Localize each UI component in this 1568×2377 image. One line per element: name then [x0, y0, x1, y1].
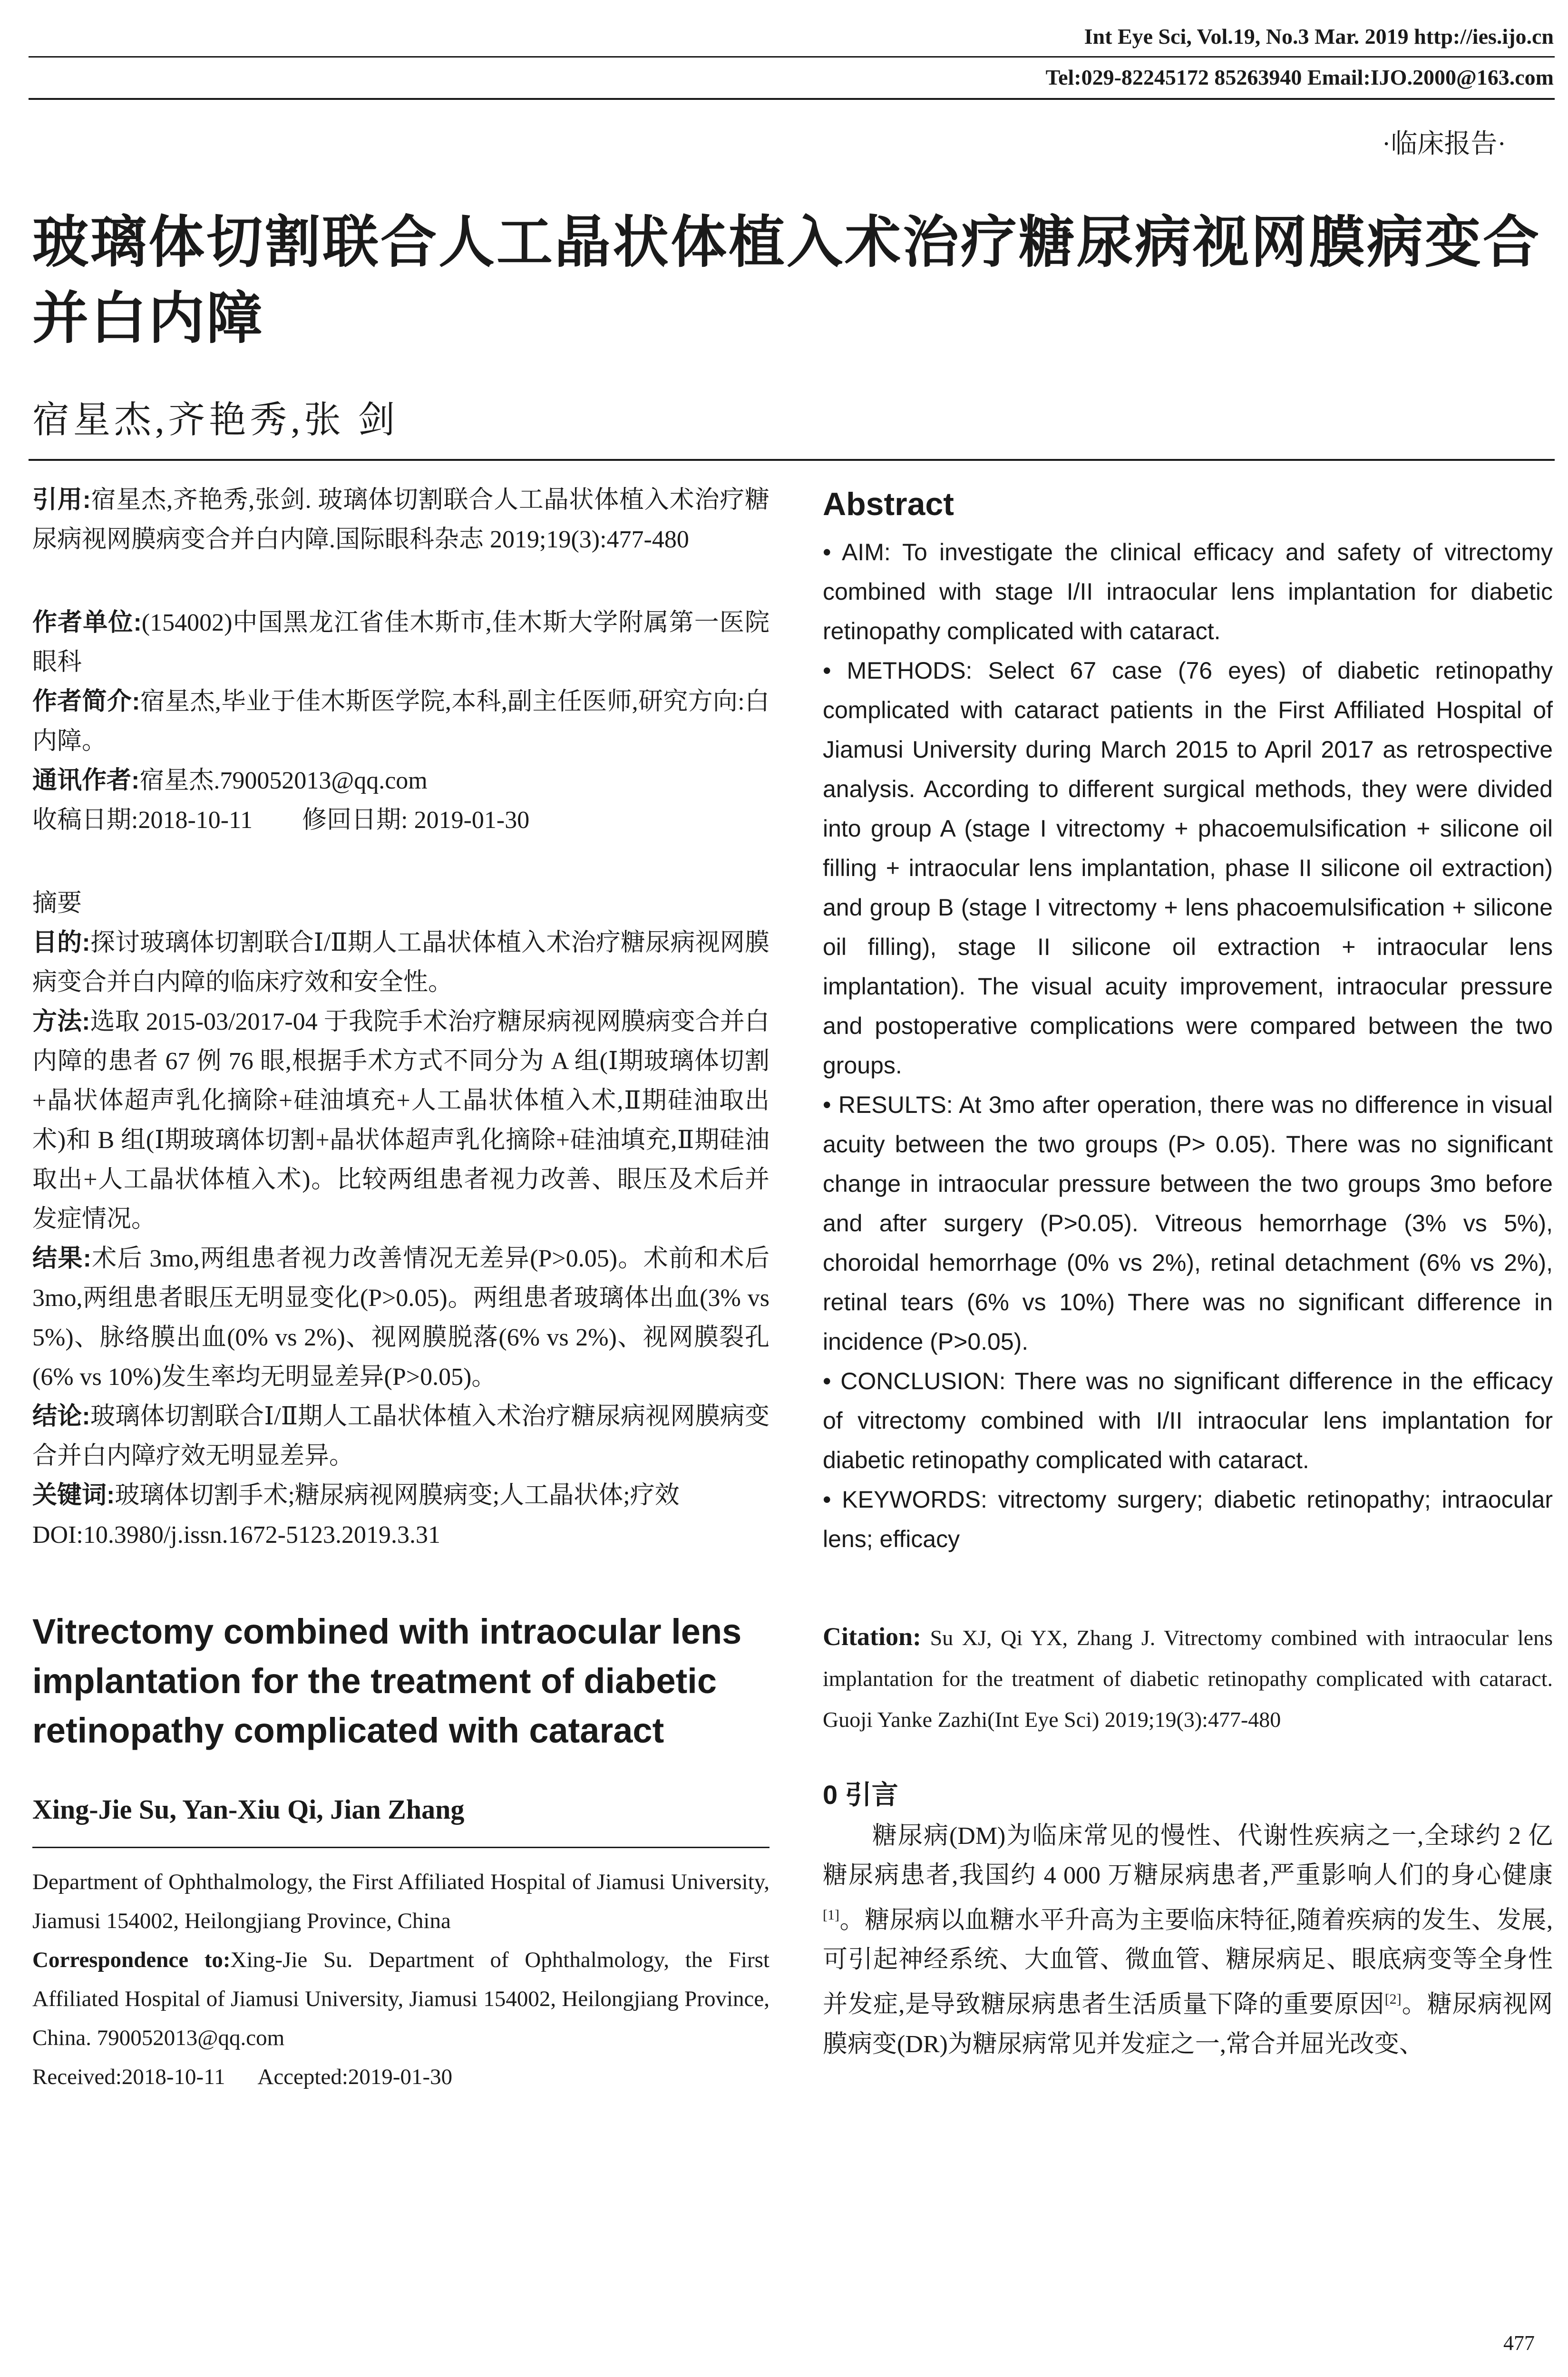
methods-text: 选取 2015-03/2017-04 于我院手术治疗糖尿病视网膜病变合并白内障的患者 67 例 76 眼,根据手术方式不同分为 A 组(Ⅰ期玻璃体切割+晶状体超声乳化摘除+硅油填充+人工晶状体植入术,Ⅱ期硅油取出术)和 B 组(Ⅰ期玻璃体切割+晶状体超声乳化摘除+硅油填充,Ⅱ期硅油取出+人工晶状体植入术)。比较两组患者视力改善、眼压及术后并发症情况。 — [32, 1008, 769, 1233]
abstract-keywords — [32, 1476, 769, 1515]
doi: DOI:10.3980/j.issn.1672-5123.2019.3.31 — [32, 1521, 440, 1549]
conclusion-text: 玻璃体切割联合Ⅰ/Ⅱ期人工晶状体植入术治疗糖尿病视网膜病变合并白内障疗效无明显差异。 — [32, 1403, 769, 1470]
aim-text: 探讨玻璃体切割联合Ⅰ/Ⅱ期人工晶状体植入术治疗糖尿病视网膜病变合并白内障的临床疗效和安全性。 — [32, 929, 769, 996]
english-title: Vitrectomy combined with intraocular lens implantation for the treatment of diabetic retinopathy complicated with cataract — [32, 1612, 742, 1750]
affiliation — [32, 603, 769, 682]
bio-label: 作者简介: — [32, 688, 140, 715]
chinese-citation — [32, 480, 769, 559]
citation-text: 宿星杰,齐艳秀,张剑. 玻璃体切割联合人工晶状体植入术治疗糖尿病视网膜病变合并白内障.国际眼科杂志 2019;19(3):477-480 — [32, 487, 769, 553]
author-bio — [32, 682, 769, 761]
english-abstract-heading: Abstract — [823, 486, 954, 522]
affiliation-text: (154002)中国黑龙江省佳木斯市,佳木斯大学附属第一医院眼科 — [32, 609, 769, 676]
reference-1: [1] — [823, 1907, 839, 1923]
english-citation-label: Citation: — [823, 1622, 921, 1651]
english-correspondence — [32, 1940, 769, 2057]
english-keywords: • KEYWORDS: vitrectomy surgery; diabetic retinopathy; intraocular lens; efficacy — [823, 1486, 1553, 1552]
affiliation-label: 作者单位: — [32, 609, 142, 636]
results-label: 结果: — [32, 1245, 91, 1272]
english-citation-text: Su XJ, Qi YX, Zhang J. Vitrectomy combined with intraocular lens implantation for the treatment of diabetic retinopathy complicated with cataract. Guoji Yanke Zazhi(Int Eye Sci) 2019;19(3):477-480 — [823, 1626, 1553, 1732]
methods-label: 方法: — [32, 1008, 90, 1035]
corresponding-author — [32, 761, 769, 800]
english-department: Department of Ophthalmology, the First Affiliated Hospital of Jiamusi University, Jiamusi 154002, Heilongjiang Province, China — [32, 1870, 769, 1933]
chinese-title: 玻璃体切割联合人工晶状体植入术治疗糖尿病视网膜病变合并白内障 — [32, 211, 1541, 350]
chinese-abstract-heading: 摘要 — [32, 889, 82, 917]
english-conclusion: • CONCLUSION: There was no significant difference in the efficacy of vitrectomy combined with I/II intraocular lens implantation for diabetic retinopathy complicated with cataract. — [823, 1368, 1553, 1473]
english-methods: • METHODS: Select 67 case (76 eyes) of diabetic retinopathy complicated with cataract patients in the First Affiliated Hospital of Jiamusi University during March 2015 to April 2017 as retrospective analysis. According to different surgical methods, they were divided into group A (stage I vitrectomy + phacoemulsification + silicone oil filling + intraocular lens implantation, phase II silicone oil extraction) and group B (stage I vitrectomy + lens phacoemulsification + silicone oil filling), stage II silicone oil extraction + intraocular lens implantation). The visual acuity improvement, intraocular pressure and postoperative complications were compared between the two groups. — [823, 657, 1553, 1079]
reference-2: [2] — [1384, 1991, 1402, 2007]
page-number: 477 — [1503, 2331, 1535, 2355]
abstract-conclusion — [32, 1397, 769, 1476]
header-rule-lower — [29, 98, 1555, 100]
section-tag: ·临床报告· — [1382, 129, 1506, 159]
english-aim: • AIM: To investigate the clinical efficacy and safety of vitrectomy combined with stage I/II intraocular lens implantation for diabetic retinopathy complicated with cataract. — [823, 539, 1553, 644]
contact-header: Tel:029-82245172 85263940 Email:IJO.2000@163.com — [1045, 65, 1554, 89]
right-column — [823, 480, 1553, 2064]
received-dates: 收稿日期:2018-10-11 修回日期: 2019-01-30 — [32, 807, 530, 834]
intro-text-3: 。糖尿病视网膜病变(DR)为糖尿病常见并发症之一,常合并屈光改变、 — [823, 1991, 1553, 2058]
corr-text: 宿星杰.790052013@qq.com — [139, 767, 428, 794]
title-rule — [29, 459, 1555, 461]
intro-text-2: 。糖尿病以血糖水平升高为主要临床特征,随着疾病的发生、发展,可引起神经系统、大血管、微血管、糖尿病足、眼底病变等全身性并发症,是导致糖尿病患者生活质量下降的重要原因 — [823, 1907, 1553, 2018]
abstract-results — [32, 1239, 769, 1397]
english-results: • RESULTS: At 3mo after operation, there was no difference in visual acuity between the two groups (P> 0.05). There was no significant change in intraocular pressure between the two groups 3mo before and after surgery (P>0.05). Vitreous hemorrhage (3% vs 5%), choroidal hemorrhage (0% vs 2%), retinal detachment (6% vs 2%), retinal tears (6% vs 10%) There was no significant difference in incidence (P>0.05). — [823, 1091, 1553, 1355]
citation-label: 引用: — [32, 486, 91, 514]
english-citation — [823, 1616, 1553, 1740]
english-dates: Received:2018-10-11 Accepted:2019-01-30 — [32, 2065, 453, 2089]
results-text: 术后 3mo,两组患者视力改善情况无差异(P>0.05)。术前和术后 3mo,两组患者眼压无明显变化(P>0.05)。两组患者玻璃体出血(3% vs 5%)、脉络膜出血(0% vs 2%)、视网膜脱落(6% vs 2%)、视网膜裂孔(6% vs 10%)发生率均无明显差异(P>0.05)。 — [32, 1245, 769, 1391]
authors-rule — [32, 1847, 769, 1848]
abstract-methods — [32, 1002, 769, 1239]
keywords-text: 玻璃体切割手术;糖尿病视网膜病变;人工晶状体;疗效 — [115, 1482, 680, 1509]
left-column — [32, 480, 769, 2096]
intro-text-1: 糖尿病(DM)为临床常见的慢性、代谢性疾病之一,全球约 2 亿糖尿病患者,我国约 4 000 万糖尿病患者,严重影响人们的身心健康 — [823, 1822, 1553, 1889]
introduction-heading: 0 引言 — [823, 1780, 898, 1810]
bio-text: 宿星杰,毕业于佳木斯医学院,本科,副主任医师,研究方向:白内障。 — [32, 688, 769, 755]
conclusion-label: 结论: — [32, 1403, 90, 1430]
keywords-label: 关键词: — [32, 1481, 115, 1509]
journal-header: Int Eye Sci, Vol.19, No.3 Mar. 2019 http://ies.ijo.cn — [1084, 24, 1554, 49]
introduction-body — [823, 1816, 1553, 2064]
corr-label: 通讯作者: — [32, 767, 140, 794]
abstract-aim — [32, 923, 769, 1002]
english-corr-text: Xing-Jie Su. Department of Ophthalmology, the First Affiliated Hospital of Jiamusi University, Jiamusi 154002, Heilongjiang Province, China. 790052013@qq.com — [32, 1948, 769, 2050]
header-rule — [29, 56, 1555, 58]
aim-label: 目的: — [32, 929, 90, 956]
chinese-authors: 宿星杰,齐艳秀,张 剑 — [32, 399, 399, 440]
english-corr-label: Correspondence to: — [32, 1948, 231, 1972]
english-authors: Xing-Jie Su, Yan-Xiu Qi, Jian Zhang — [32, 1794, 465, 1825]
